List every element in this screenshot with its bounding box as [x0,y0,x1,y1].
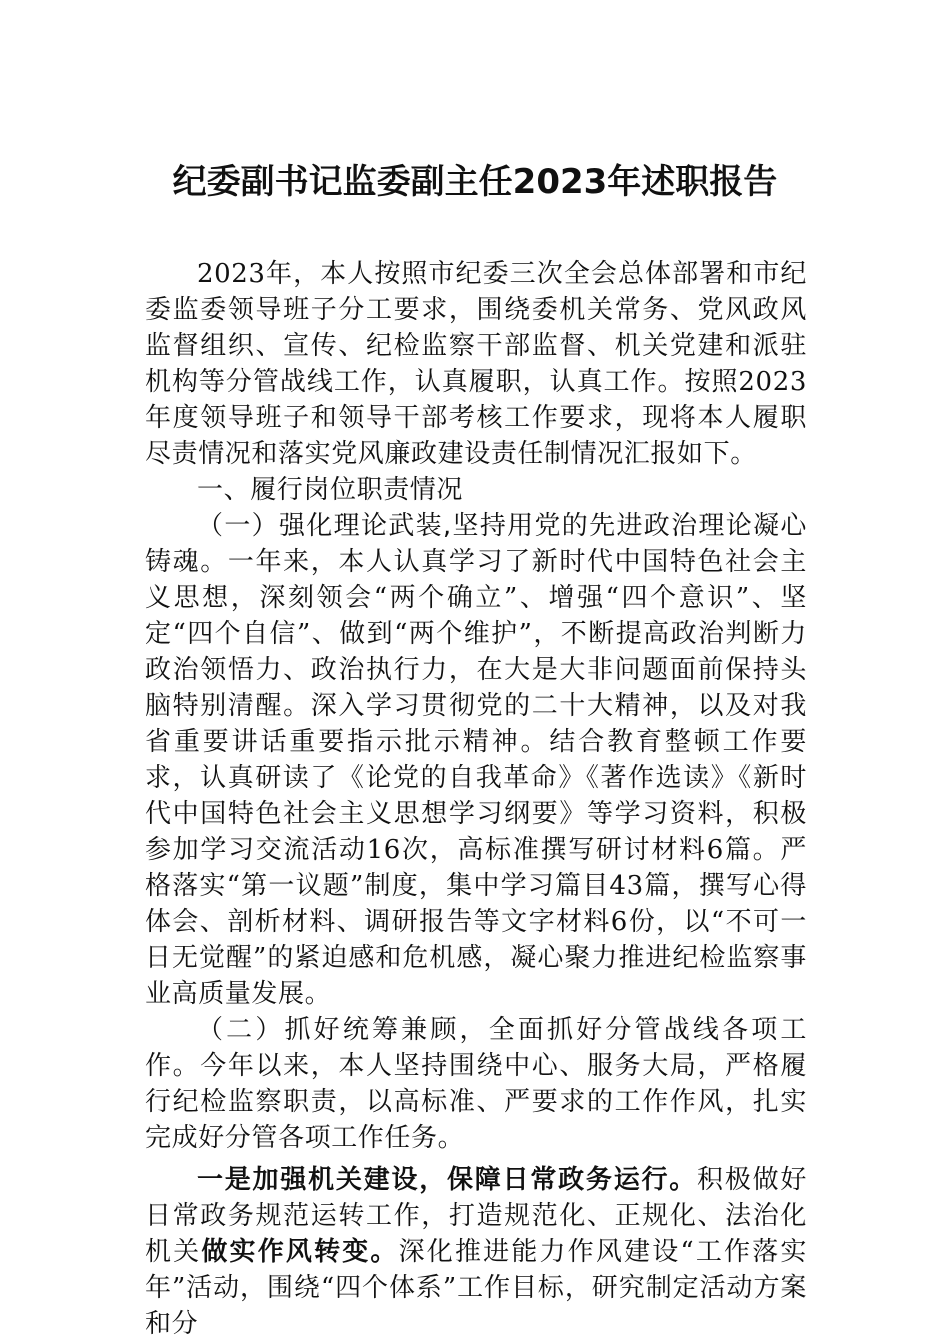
subsection-2-title: （二）抓好统筹兼顾，全面抓好分管战线各项工作。 [145,1015,807,1081]
item-1-lead: 一是加强机关建设，保障日常政务运行。 [197,1165,698,1195]
document-title: 纪委副书记监委副主任2023年述职报告 [172,162,778,202]
subsection-2-paragraph [145,1012,807,1156]
item-1-body-a: 积极做好日常政务规范运转工作，打造规范化、正规化、法治化机关 [145,1165,807,1267]
document-body [145,256,807,1342]
item-1-body-b: 深化推进能力作风建设“工作落实年”活动，围绕“四个体系”工作目标，研究制定活动方案和分 [145,1237,807,1339]
subsection-1-title: （一）强化理论武装,坚持用党的先进政治理论凝心铸魂。 [145,511,807,577]
section-heading-1: 一、履行岗位职责情况 [197,475,464,505]
item-1-bold: 做实作风转变。 [201,1237,399,1267]
subsection-1-paragraph [145,508,807,1012]
subsection-1-body: 一年来，本人认真学习了新时代中国特色社会主义思想，深刻领会“两个确立”、增强“四个意识”、坚定“四个自信”、做到“两个维护”，不断提高政治判断力政治领悟力、政治执行力，在大是大非问题面前保持头脑特别清醒。深入学习贯彻党的二十大精神，以及对我省重要讲话重要指示批示精神。结合教育整顿工作要求，认真研读了《论党的自我革命》《著作选读》《新时代中国特色社会主义思想学习纲要》等学习资料，积极参加学习交流活动16次，高标准撰写研讨材料6篇。严格落实“第一议题”制度，集中学习篇目43篇，撰写心得体会、剖析材料、调研报告等文字材料6份，以“不可一日无觉醒”的紧迫感和危机感，凝心聚力推进纪检监察事业高质量发展。 [145,547,807,1009]
subsection-2-body: 今年以来，本人坚持围绕中心、服务大局，严格履行纪检监察职责，以高标准、严要求的工作作风，扎实完成好分管各项工作任务。 [145,1051,808,1153]
intro-paragraph: 2023年，本人按照市纪委三次全会总体部署和市纪委监委领导班子分工要求，围绕委机关常务、党风政风监督组织、宣传、纪检监察干部监督、机关党建和派驻机构等分管战线工作，认真履职，认真工作。按照2023年度领导班子和领导干部考核工作要求，现将本人履职尽责情况和落实党风廉政建设责任制情况汇报如下。 [145,259,807,469]
item-1-paragraph [145,1162,807,1342]
